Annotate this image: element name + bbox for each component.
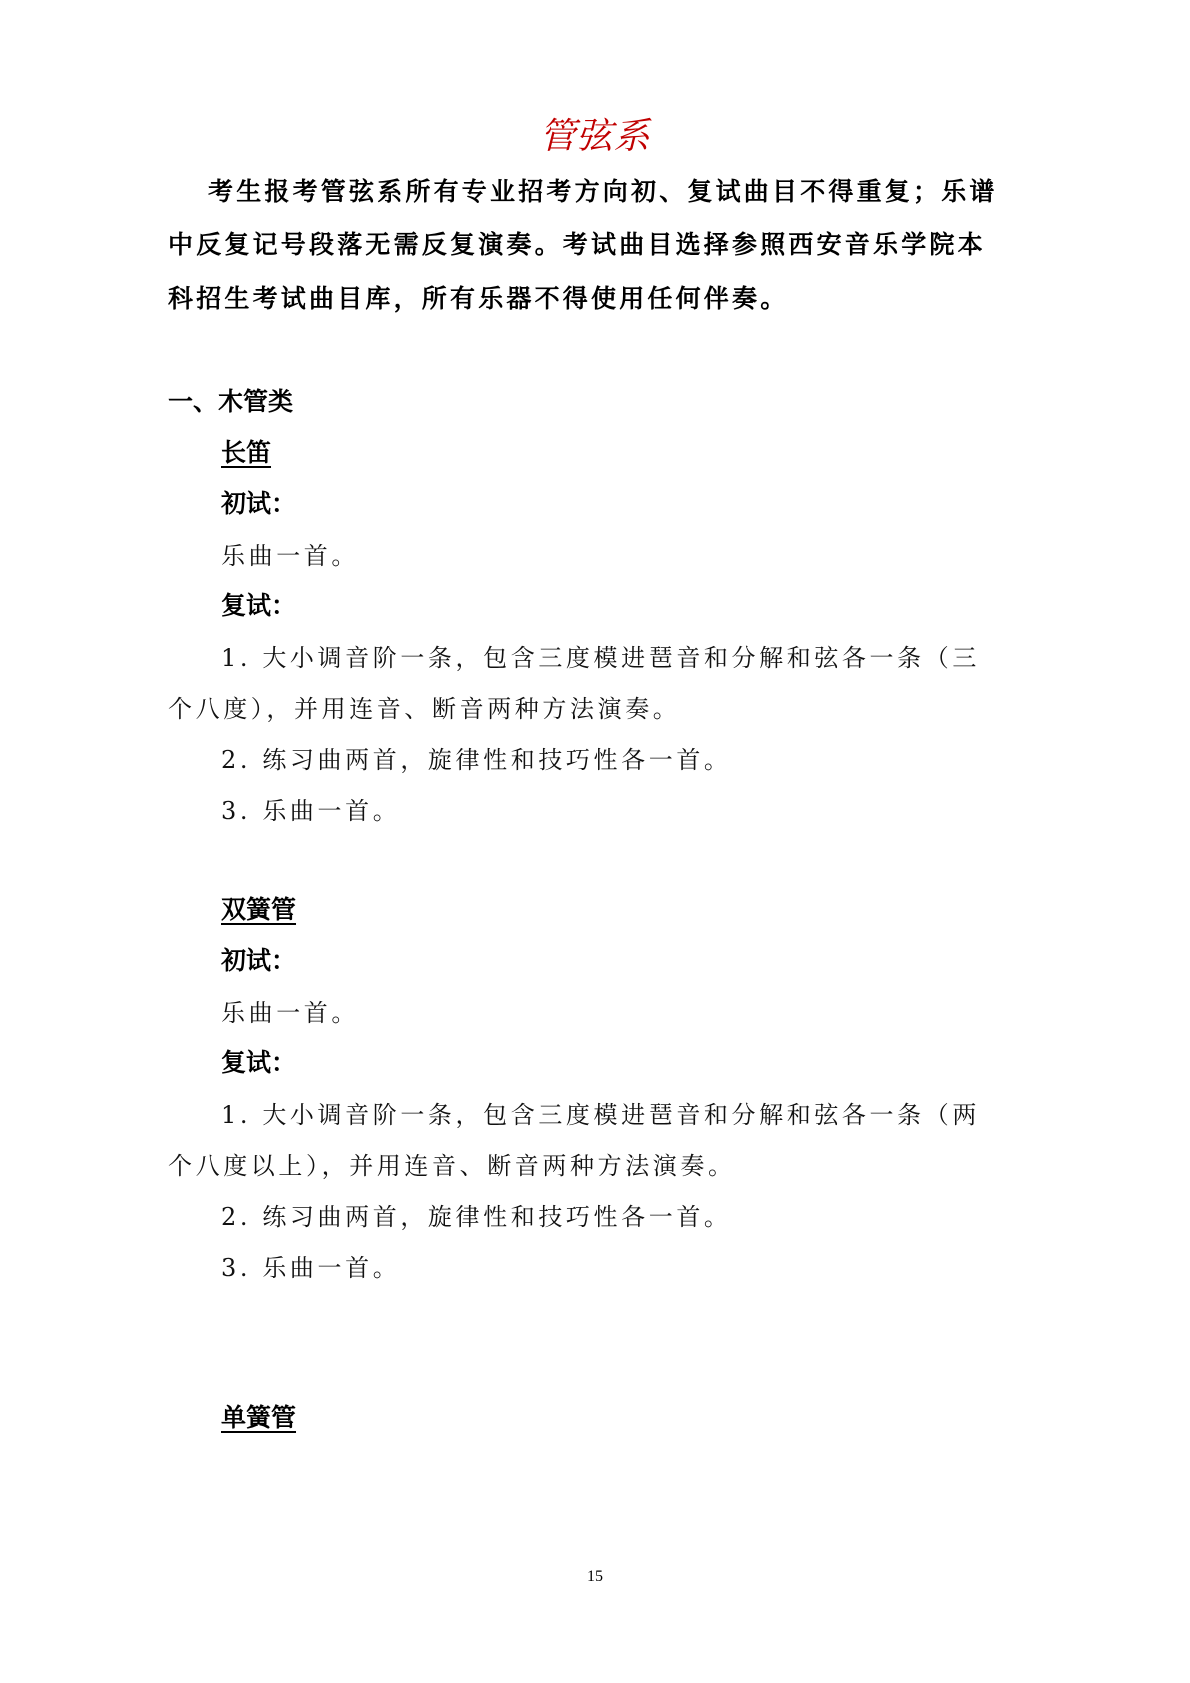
intro-line-1: 考生报考管弦系所有专业招考方向初、复试曲目不得重复；乐谱 bbox=[208, 177, 998, 206]
intro-line-2: 中反复记号段落无需反复演奏。考试曲目选择参照西安音乐学院本 bbox=[168, 230, 986, 259]
instrument-heading-oboe: 双簧管 bbox=[221, 895, 297, 924]
page-number: 15 bbox=[587, 1568, 603, 1585]
retest-item: 1. 大小调音阶一条，包含三度模进琶音和分解和弦各一条（三 bbox=[221, 644, 980, 672]
instrument-heading-flute: 长笛 bbox=[221, 438, 272, 467]
retest-item: 2. 练习曲两首，旋律性和技巧性各一首。 bbox=[221, 1203, 732, 1231]
retest-item: 3. 乐曲一首。 bbox=[221, 797, 401, 825]
prelim-content: 乐曲一首。 bbox=[221, 999, 359, 1027]
retest-label: 复试： bbox=[221, 1048, 297, 1077]
retest-item: 3. 乐曲一首。 bbox=[221, 1254, 401, 1282]
prelim-label: 初试： bbox=[221, 946, 297, 975]
intro-line-3: 科招生考试曲目库，所有乐器不得使用任何伴奏。 bbox=[168, 284, 789, 313]
retest-label: 复试： bbox=[221, 591, 297, 620]
prelim-label: 初试： bbox=[221, 489, 297, 518]
retest-item: 1. 大小调音阶一条，包含三度模进琶音和分解和弦各一条（两 bbox=[221, 1101, 980, 1129]
prelim-content: 乐曲一首。 bbox=[221, 542, 359, 570]
retest-item: 个八度以上），并用连音、断音两种方法演奏。 bbox=[168, 1152, 736, 1180]
instrument-heading-clarinet: 单簧管 bbox=[221, 1403, 297, 1432]
section-heading: 一、木管类 bbox=[168, 387, 294, 416]
page-title: 管弦系 bbox=[539, 116, 651, 157]
retest-item: 个八度），并用连音、断音两种方法演奏。 bbox=[168, 695, 681, 723]
retest-item: 2. 练习曲两首，旋律性和技巧性各一首。 bbox=[221, 746, 732, 774]
